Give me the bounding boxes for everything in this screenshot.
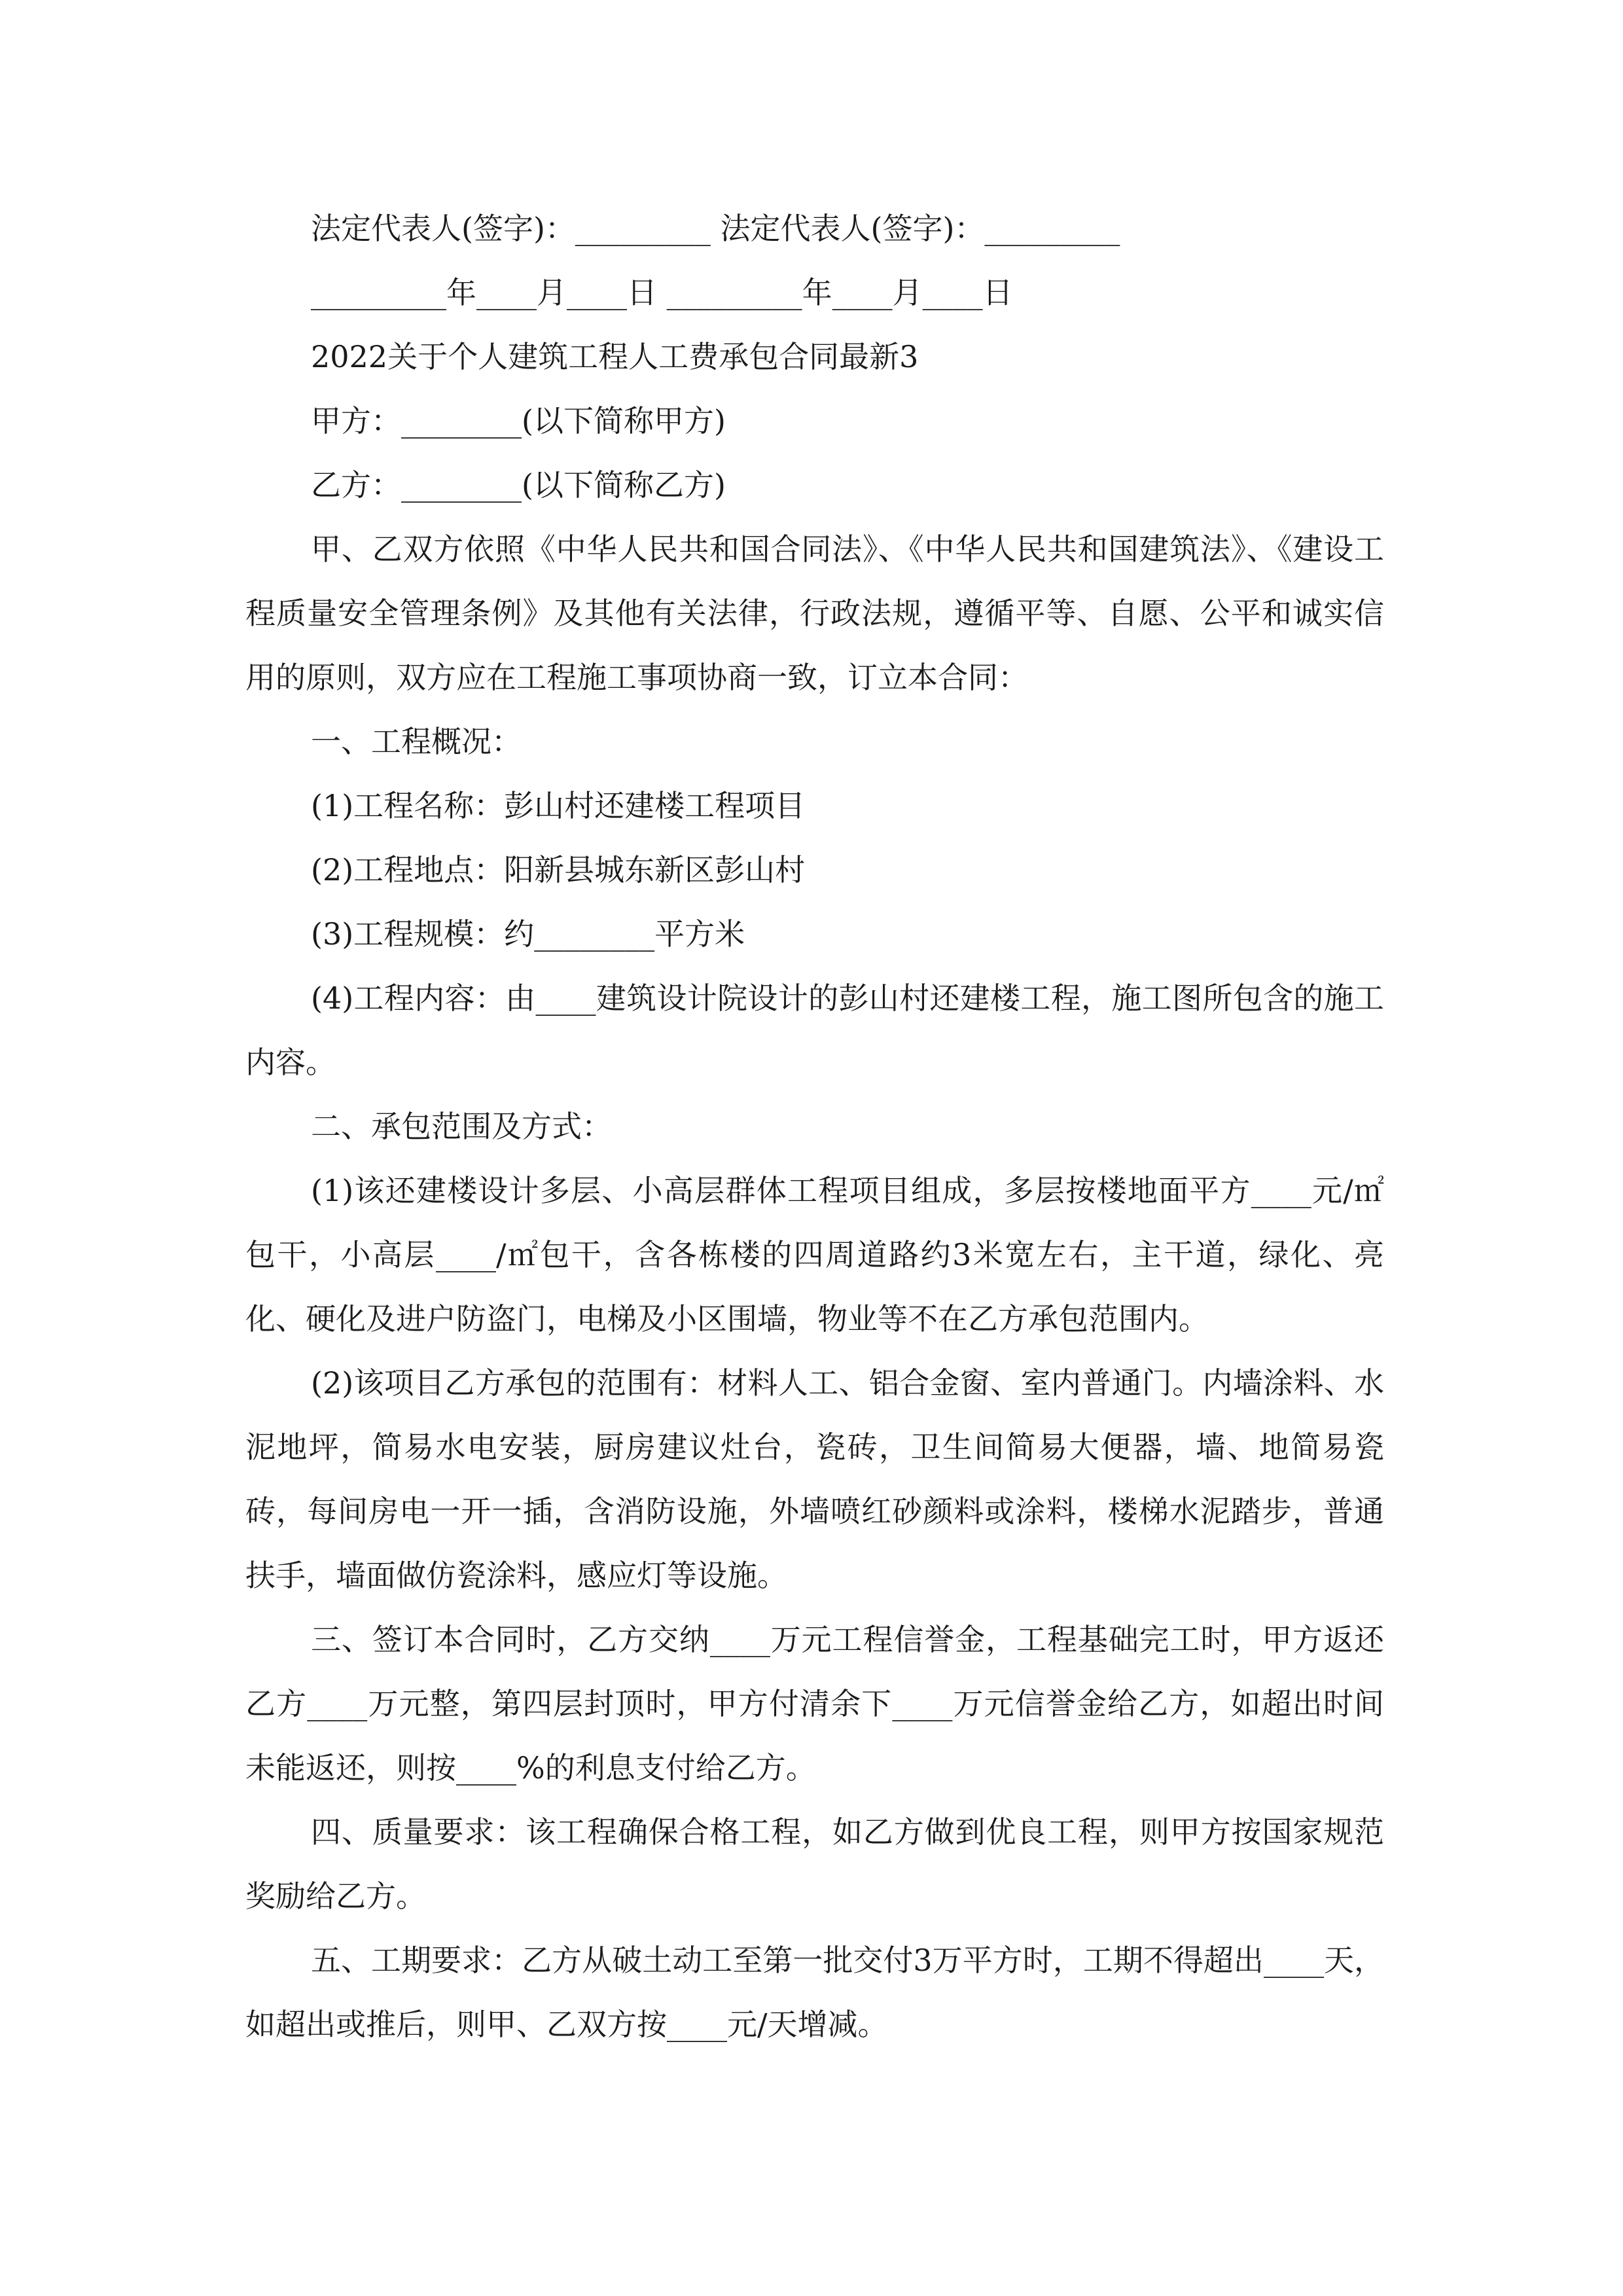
party-b-line: 乙方：________(以下简称乙方) (311, 467, 726, 503)
date-line: _________年____月____日 _________年____月____日 (311, 275, 1013, 310)
preamble-paragraph: 甲、乙双方依照《中华人民共和国合同法》、《中华人民共和国建筑法》、《建设工程质量安全管理条例》及其他有关法律，行政法规，遵循平等、自愿、公平和诚实信用的原则，双方应在工程施工事项协商一致，订立本合同： (245, 531, 1384, 695)
project-location-item: (2)工程地点：阳新县城东新区彭山村 (311, 852, 806, 888)
contract-scope-item-2: (2)该项目乙方承包的范围有：材料人工、铝合金窗、室内普通门。内墙涂料、水泥地坪，简易水电安装，厨房建议灶台，瓷砖，卫生间简易大便器，墙、地简易瓷砖，每间房电一开一插，含消防设施，外墙喷红砂颜料或涂料，楼梯水泥踏步，普通扶手，墙面做仿瓷涂料，感应灯等设施。 (245, 1365, 1384, 1593)
contract-text (245, 196, 1384, 2056)
signature-line: 法定代表人(签字)：_________ 法定代表人(签字)：_________ (311, 211, 1120, 246)
party-a-line: 甲方：________(以下简称甲方) (311, 403, 726, 439)
section-2-heading: 二、承包范围及方式： (311, 1109, 612, 1144)
project-content-item: (4)工程内容：由____建筑设计院设计的彭山村还建楼工程，施工图所包含的施工内容。 (245, 980, 1384, 1080)
contract-title: 2022关于个人建筑工程人工费承包合同最新3 (311, 339, 919, 374)
section-4-paragraph: 四、质量要求：该工程确保合格工程，如乙方做到优良工程，则甲方按国家规范奖励给乙方。 (245, 1814, 1384, 1914)
section-3-paragraph: 三、签订本合同时，乙方交纳____万元工程信誉金，工程基础完工时，甲方返还乙方____万元整，第四层封顶时，甲方付清余下____万元信誉金给乙方，如超出时间未能返还，则按____%的利息支付给乙方。 (245, 1622, 1384, 1785)
section-1-heading: 一、工程概况： (311, 724, 522, 759)
project-name-item: (1)工程名称：彭山村还建楼工程项目 (311, 788, 806, 823)
project-scale-item: (3)工程规模：约________平方米 (311, 916, 745, 952)
contract-scope-item-1: (1)该还建楼设计多层、小高层群体工程项目组成，多层按楼地面平方____元/㎡包干，小高层____/㎡包干，含各栋楼的四周道路约3米宽左右，主干道，绿化、亮化、硬化及进户防盗门，电梯及小区围墙，物业等不在乙方承包范围内。 (245, 1173, 1384, 1336)
section-5-paragraph: 五、工期要求：乙方从破土动工至第一批交付3万平方时，工期不得超出____天，如超出或推后，则甲、乙双方按____元/天增减。 (245, 1943, 1384, 2042)
